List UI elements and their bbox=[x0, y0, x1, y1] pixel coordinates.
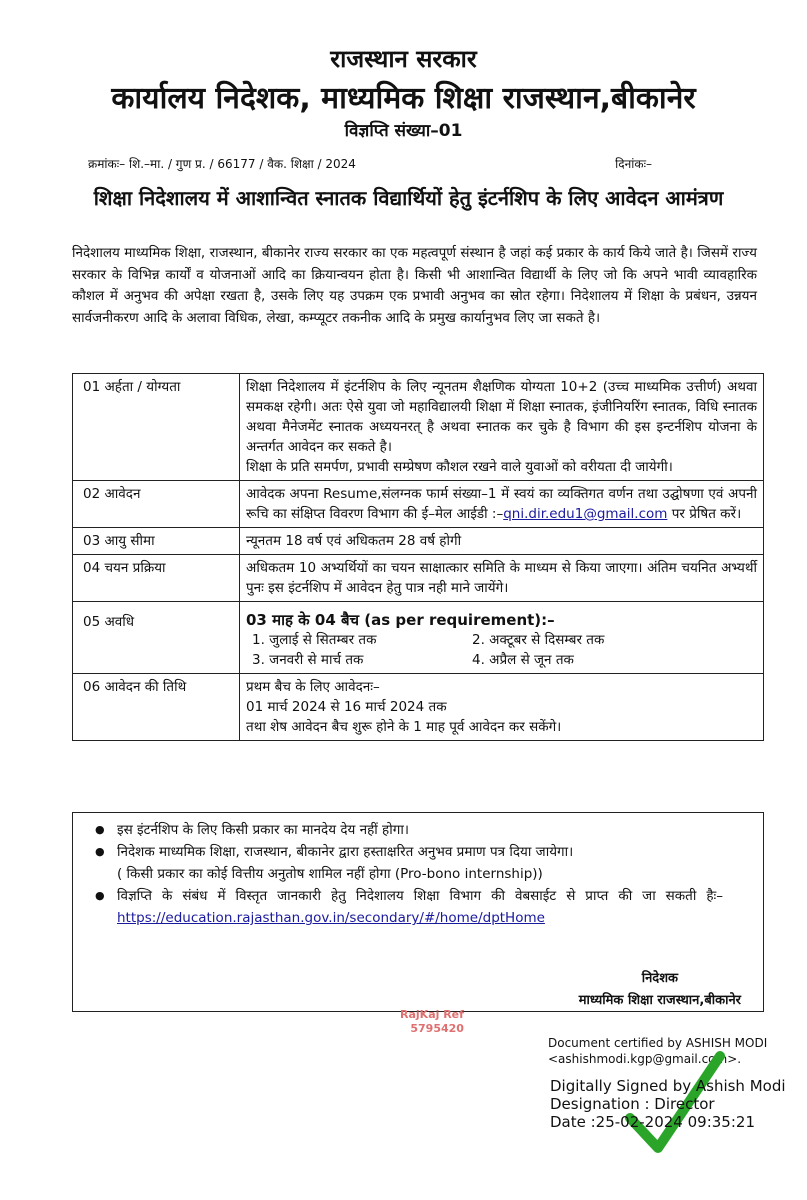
notes-box bbox=[72, 812, 764, 1012]
signature-block bbox=[579, 968, 741, 1012]
batch-item: 3. जनवरी से मार्च तक bbox=[252, 652, 364, 668]
note-text: विज्ञप्ति के संबंध में विस्तृत जानकारी हेतु निदेशालय शिक्षा विभाग की वेबसाईट से प्राप्त की जा सकती हैः– bbox=[117, 888, 723, 904]
table-row bbox=[73, 481, 764, 528]
eligibility-text: शिक्षा निदेशालय में इंटर्नशिप के लिए न्यूनतम शैक्षणिक योग्यता 10+2 (उच्च माध्यमिक उत्तीर्ण) अथवा समकक्ष रहेगी। अतः ऐसे युवा जो महाविद्यालयी शिक्षा में शिक्षा स्नातक, इंजीनियरिंग स्नातक, विधि स्नातक अथवा मैनेजमेंट स्नातक अध्ययनरत् है अथवा स्नातक कर चुके है विभाग की इस इन्टर्नशिप योजना के अन्तर्गत आवेदन कर सकते है। bbox=[246, 379, 757, 455]
website-link[interactable]: https://education.rajasthan.gov.in/secondary/#/home/dptHome bbox=[117, 910, 545, 926]
signed-by: Digitally Signed by Ashish Modi bbox=[550, 1077, 786, 1095]
signatory-office: माध्यमिक शिक्षा राजस्थान,बीकानेर bbox=[578, 993, 741, 1008]
notes-list bbox=[95, 819, 723, 929]
row-label: 04 चयन प्रक्रिया bbox=[73, 555, 240, 602]
application-text-end: पर प्रेषित करें। bbox=[667, 506, 742, 522]
table-row bbox=[73, 555, 764, 602]
intro-paragraph: निदेशालय माध्यमिक शिक्षा, राजस्थान, बीकानेर राज्य सरकार का एक महत्वपूर्ण संस्थान है जहां कई प्रकार के कार्य किये जाते है। जिसमें राज्य सरकार के विभिन्न कार्यों व योजनाओं आदि का क्रियान्वयन होता है। किसी भी आशान्वित विद्यार्थी के लिए जो कि अपने भावी व्यावहारिक कौशल में अनुभव की अपेक्षा रखता है, उसके लिए यह उपक्रम एक प्रभावी अनुभव का स्रोत रहेगा। निदेशालय में शिक्षा के प्रबंधन, उन्नयन सार्वजनीकरण आदि के अलावा विधिक, लेखा, कम्प्यूटर तकनीक आदि के प्रमुख कार्यानुभव लिए जा सकते है। bbox=[72, 245, 757, 326]
rajkaj-reference bbox=[400, 1008, 464, 1036]
note-item bbox=[95, 885, 723, 929]
date-label: दिनांकः– bbox=[615, 157, 652, 171]
row-value: अधिकतम 10 अभ्यर्थियों का चयन साक्षात्कार समिति के माध्यम से किया जाएगा। अंतिम चयनित अभ्यर्थी पुनः इस इंटर्नशिप में आवेदन हेतु पात्र नही माने जायेंगे। bbox=[240, 555, 764, 602]
certifier-email: <ashishmodi.kgp@gmail.com>. bbox=[548, 1052, 742, 1066]
note-item bbox=[95, 841, 723, 885]
row-label: 03 आयु सीमा bbox=[73, 528, 240, 555]
reference-number: क्रमांकः– शि.–मा. / गुण प्र. / 66177 / वैक. शिक्षा / 2024 bbox=[88, 157, 356, 171]
notice-number: विज्ञप्ति संख्या–01 bbox=[344, 121, 463, 141]
batch-list bbox=[246, 630, 757, 670]
batch-item: 4. अप्रैल से जून तक bbox=[472, 652, 574, 668]
signatory-title: निदेशक bbox=[641, 971, 679, 986]
digital-signature bbox=[550, 1077, 786, 1131]
batch-item: 2. अक्टूबर से दिसम्बर तक bbox=[472, 632, 605, 648]
notice-heading: शिक्षा निदेशालय में आशान्वित स्नातक विद्यार्थियों हेतु इंटर्नशिप के लिए आवेदन आमंत्रण bbox=[93, 186, 724, 210]
office-title: कार्यालय निदेशक, माध्यमिक शिक्षा राजस्थान,बीकानेर bbox=[111, 81, 696, 116]
government-title: राजस्थान सरकार bbox=[330, 45, 477, 73]
row-value bbox=[240, 374, 764, 481]
watermark-line: 5795420 bbox=[410, 1022, 464, 1035]
email-link[interactable]: qni.dir.edu1@gmail.com bbox=[503, 506, 668, 522]
certified-by: Document certified by ASHISH MODI bbox=[548, 1036, 768, 1050]
row-value bbox=[240, 602, 764, 674]
note-text: ( किसी प्रकार का कोई वित्तीय अनुतोष शामिल नहीं होगा (Pro-bono internship)) bbox=[117, 866, 543, 882]
table-row bbox=[73, 602, 764, 674]
batch-item: 1. जुलाई से सितम्बर तक bbox=[252, 632, 377, 648]
reference-line bbox=[88, 155, 707, 172]
application-text: आवेदक अपना Resume,संलग्नक फार्म संख्या–1 में स्वयं का व्यक्तिगत वर्णन तथा उद्घोषणा एवं अपनी रूचि का संक्षिप्त विवरण विभाग की ई–मेल आईडी :– bbox=[246, 486, 757, 522]
signer-designation: Designation : Director bbox=[550, 1095, 715, 1113]
table-row bbox=[73, 374, 764, 481]
note-item: ● इस इंटर्नशिप के लिए किसी प्रकार का मानदेय देय नहीं होगा। bbox=[95, 819, 723, 841]
note-text: निदेशक माध्यमिक शिक्षा, राजस्थान, बीकानेर द्वारा हस्ताक्षरित अनुभव प्रमाण पत्र दिया जायेगा। bbox=[117, 844, 574, 860]
watermark-line: RajKaj Ref bbox=[400, 1008, 464, 1021]
eligibility-preference: शिक्षा के प्रति समर्पण, प्रभावी सम्प्रेषण कौशल रखने वाले युवाओं को वरीयता दी जायेगी। bbox=[246, 459, 673, 475]
dates-line-1: प्रथम बैच के लिए आवेदनः– bbox=[246, 679, 380, 695]
batch-title: 03 माह के 04 बैच (as per requirement):– bbox=[246, 611, 555, 629]
row-label: 06 आवेदन की तिथि bbox=[73, 674, 240, 741]
row-value: न्यूनतम 18 वर्ष एवं अधिकतम 28 वर्ष होगी bbox=[240, 528, 764, 555]
row-label: 05 अवधि bbox=[73, 602, 240, 674]
signature-date: Date :25-02-2024 09:35:21 bbox=[550, 1113, 755, 1131]
row-value bbox=[240, 674, 764, 741]
details-table bbox=[72, 373, 764, 741]
row-label: 02 आवेदन bbox=[73, 481, 240, 528]
dates-line-2: 01 मार्च 2024 से 16 मार्च 2024 तक bbox=[246, 699, 447, 715]
dates-line-3: तथा शेष आवेदन बैच शुरू होने के 1 माह पूर्व आवेदन कर सकेंगे। bbox=[246, 719, 562, 735]
table-row bbox=[73, 528, 764, 555]
row-label: 01 अर्हता / योग्यता bbox=[73, 374, 240, 481]
row-value bbox=[240, 481, 764, 528]
table-row bbox=[73, 674, 764, 741]
